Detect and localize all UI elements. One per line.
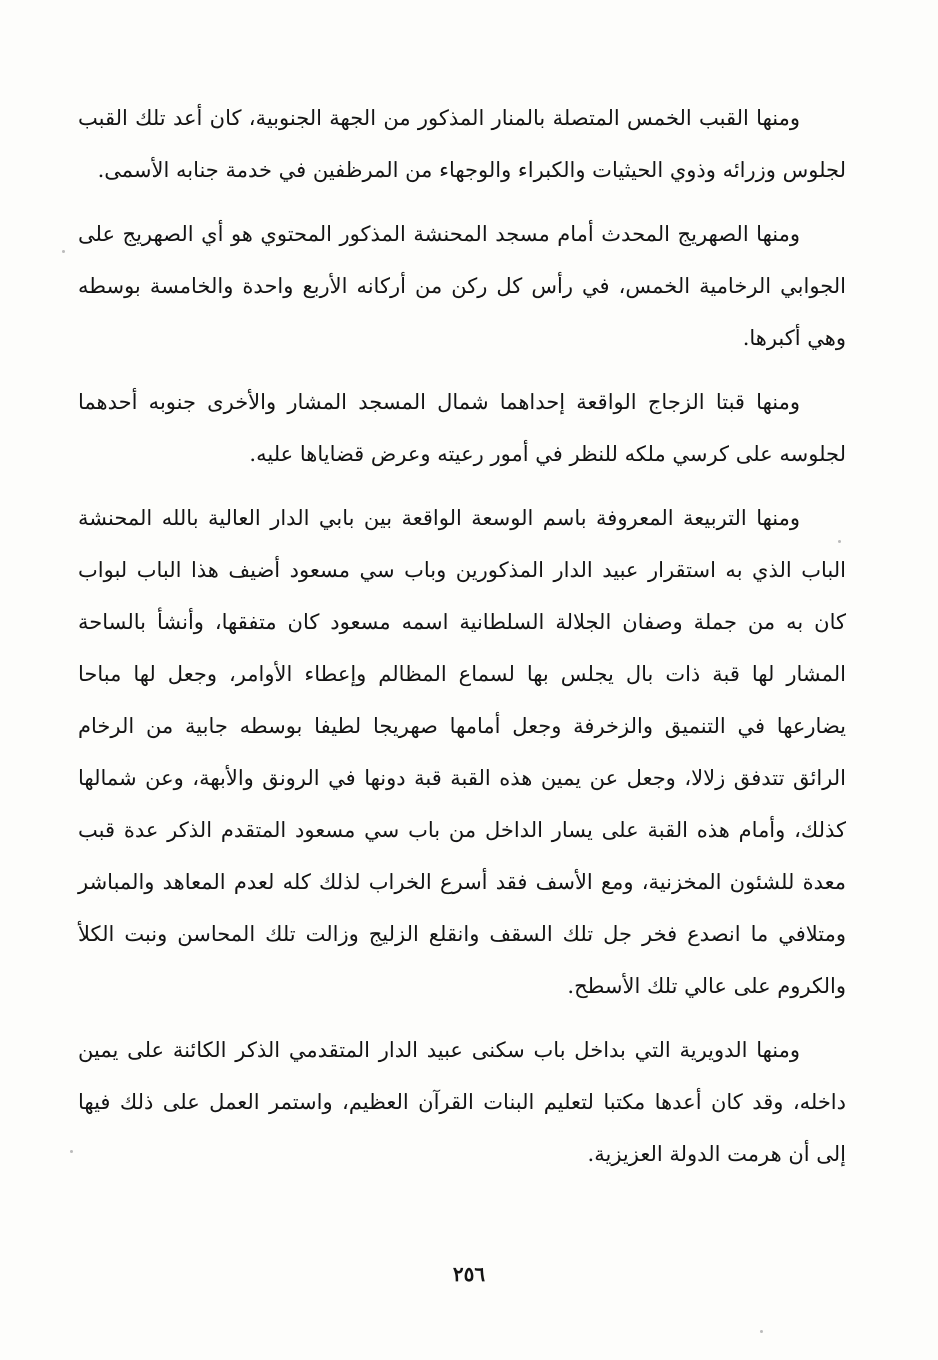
paragraph-courtyard: ومنها التربيعة المعروفة باسم الوسعة الواقعة بين بابي الدار العالية بالله المحنشة الباب الذي به استقرار عبيد الدار المذكورين وباب سي مسعود أضيف هذا الباب لبواب كان به من جملة وصفان الجلالة السلطانية اسمه مسعود كان متفقها، وأنشأ بالساحة المشار لها قبة ذات بال يجلس بها لسماع المظالم وإعطاء الأوامر، وجعل لها مباحا يضارعها في التنميق والزخرفة وجعل أمامها صهريجا لطيفا بوسطه جابية من الرخام الرائق تتدفق زلالا، وجعل عن يمين هذه القبة قبة دونها في الرونق والأبهة، وعن شمالها كذلك، وأمام هذه القبة على يسار الداخل من باب سي مسعود المتقدم الذكر عدة قبب معدة للشئون المخزنية، ومع الأسف فقد أسرع الخراب لذلك كله لعدم المعاهد والمباشر ومتلافي ما انصدع فخر جل تلك السقف وانقلع الزليج وزالت تلك المحاسن ونبت الكلأ والكروم على عالي تلك الأسطح. (78, 506, 846, 998)
paper-speck (838, 540, 841, 543)
paragraph-cistern: ومنها الصهريج المحدث أمام مسجد المحنشة المذكور المحتوي هو أي الصهريج على الجوابي الرخامية الخمس، في رأس كل ركن من أركانه الأربع واحدة والخامسة بوسطه وهي أكبرها. (78, 222, 846, 350)
paragraph-glass-domes: ومنها قبتا الزجاج الواقعة إحداهما شمال المسجد المشار والأخرى جنوبه أحدهما لجلوسه على كرسي ملكه للنظر في أمور رعيته وعرض قضاياها عليه. (78, 390, 846, 466)
page-body-text (78, 92, 846, 1180)
paragraph-domes: ومنها القبب الخمس المتصلة بالمنار المذكور من الجهة الجنوبية، كان أعد تلك القبب لجلوس وزرائه وذوي الحيثيات والكبراء والوجهاء من المرظفين في خدمة جنابه الأسمى. (78, 106, 846, 182)
paper-speck (62, 250, 65, 253)
paper-speck (70, 1150, 73, 1153)
paragraph-small-house: ومنها الدويرية التي بداخل باب سكنى عبيد الدار المتقدمي الذكر الكائنة على يمين داخله، وقد كان أعدها مكتبا لتعليم البنات القرآن العظيم، واستمر العمل على ذلك فيها إلى أن هرمت الدولة العزيزية. (78, 1038, 846, 1166)
page-number: ٢٥٦ (452, 1262, 486, 1286)
paper-speck (760, 1330, 763, 1333)
